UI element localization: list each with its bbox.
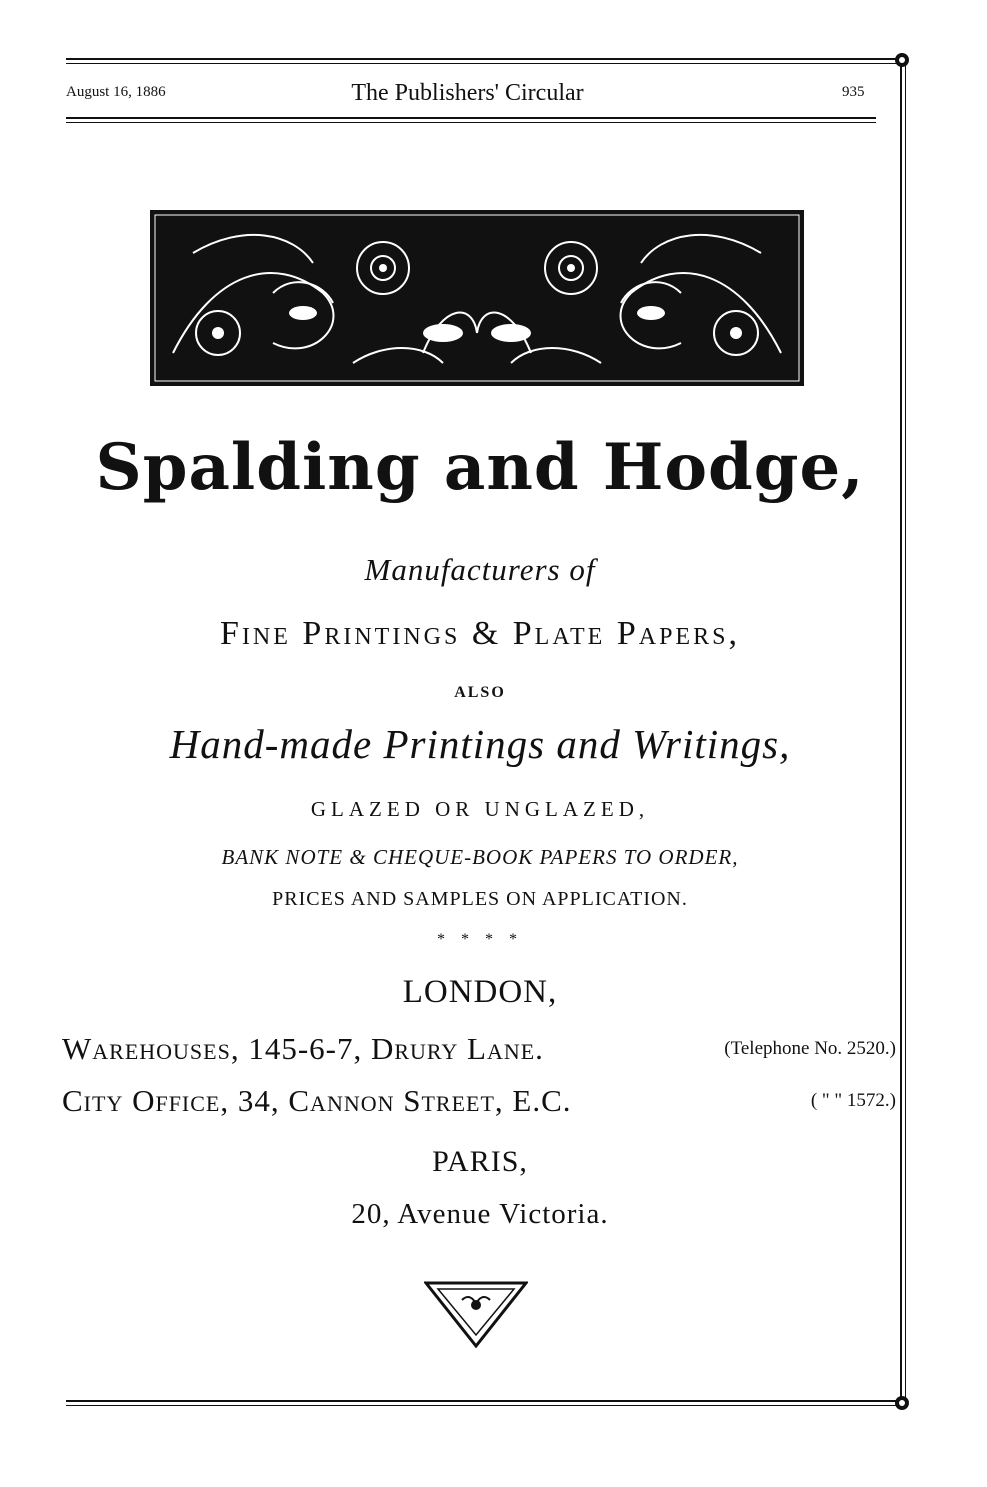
also-label: ALSO	[454, 684, 506, 701]
top-rule-2	[66, 63, 902, 64]
corner-ornament-icon	[892, 50, 912, 70]
city-office-telephone: ( " " 1572.)	[810, 1090, 896, 1111]
header-date: August 16, 1886	[66, 84, 166, 100]
page-number: 935	[842, 84, 865, 100]
bottom-rule	[66, 1400, 902, 1402]
stars-divider: * * * *	[437, 931, 523, 948]
top-rule	[66, 58, 902, 60]
page-title: The Publishers' Circular	[351, 80, 584, 106]
handmade-line: Hand-made Printings and Writings,	[169, 721, 791, 767]
paris-address: 20, Avenue Victoria.	[351, 1198, 609, 1230]
city-office-row	[62, 1083, 896, 1123]
prices-line: PRICES AND SAMPLES ON APPLICATION.	[272, 888, 688, 910]
warehouses-telephone: (Telephone No. 2520.)	[724, 1038, 896, 1059]
triangle-ornament-icon	[424, 1280, 528, 1348]
warehouses-row	[62, 1031, 896, 1071]
header-rule	[66, 117, 876, 119]
glazed-line: GLAZED OR UNGLAZED,	[310, 797, 650, 821]
paris-heading: PARIS,	[432, 1145, 528, 1178]
ornamental-banner	[150, 210, 804, 386]
header-rule-2	[66, 122, 876, 123]
ornamental-banner-icon	[153, 213, 801, 383]
city-office-address: City Office, 34, Cannon Street, E.C.	[62, 1083, 572, 1118]
warehouses-address: Warehouses, 145-6-7, Drury Lane.	[62, 1031, 544, 1066]
right-border-2	[905, 60, 906, 1400]
firm-name: Spalding and Hodge,	[95, 430, 865, 505]
corner-ornament-icon	[892, 1393, 912, 1413]
manufacturers-of: Manufacturers of	[364, 552, 596, 587]
right-border	[900, 60, 902, 1400]
london-heading: LONDON,	[402, 974, 558, 1010]
bottom-rule-2	[66, 1405, 902, 1406]
bank-note-line: BANK NOTE & CHEQUE-BOOK PAPERS TO ORDER,	[221, 845, 739, 869]
product-line: Fine Printings & Plate Papers,	[220, 615, 740, 652]
